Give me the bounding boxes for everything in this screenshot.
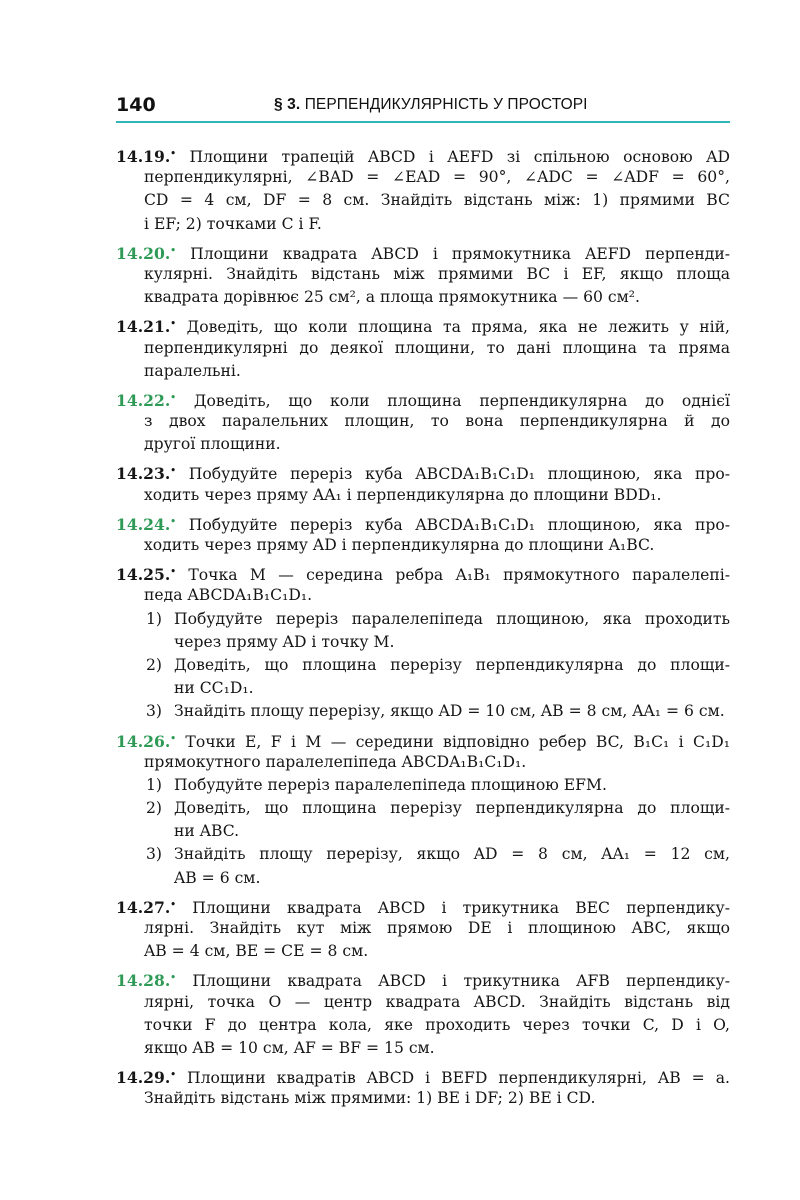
problem-text-line	[116, 433, 730, 456]
problem-text: Побудуйте переріз куба ABCDA₁B₁C₁D₁ площиною, яка про-	[188, 515, 730, 534]
section-title-text: ПЕРПЕНДИКУЛЯРНІСТЬ У ПРОСТОРІ	[304, 96, 588, 113]
problem-text: Доведіть, що коли площина та пряма, яка не лежить у ній,	[186, 318, 730, 337]
problem-text-line	[116, 917, 730, 940]
problem-text: Доведіть, що коли площина перпендикулярна до однієї	[193, 391, 730, 410]
problem-number: 14.29.•	[116, 1068, 177, 1088]
problem-text: прямокутного паралелепіпеда ABCDA₁B₁C₁D₁.	[144, 752, 527, 771]
sub-question-text: Доведіть, що площина перерізу перпендикулярна до площи-	[174, 655, 730, 674]
difficulty-mark: •	[170, 516, 177, 527]
problem-number: 14.23.•	[116, 464, 177, 484]
problem-text: педа ABCDA₁B₁C₁D₁.	[144, 586, 313, 605]
problem-14-24	[116, 511, 730, 557]
difficulty-mark: •	[170, 899, 177, 910]
problem-text: Площини квадрата ABCD і трикутника AFB перпендику-	[192, 972, 730, 991]
problem-text-line	[116, 286, 730, 309]
problem-14-29	[116, 1064, 730, 1110]
problem-text-line	[116, 751, 730, 774]
problem-text: Побудуйте переріз куба ABCDA₁B₁C₁D₁ площиною, яка про-	[188, 465, 730, 484]
problem-text-line	[116, 313, 730, 336]
difficulty-mark: •	[170, 392, 177, 403]
sub-question-text: через пряму AD і точку M.	[174, 632, 395, 651]
problem-number: 14.26.•	[116, 731, 177, 751]
sub-question	[146, 700, 730, 723]
sub-question	[146, 843, 730, 889]
difficulty-mark: •	[170, 319, 177, 330]
problem-text: і EF; 2) точками C і F.	[144, 214, 322, 233]
problem-text: AB = 4 см, BE = CE = 8 см.	[144, 942, 369, 961]
difficulty-mark: •	[170, 466, 177, 477]
problem-text-line	[116, 460, 730, 483]
sub-question-label: 3)	[146, 845, 163, 864]
sub-question-line	[146, 631, 730, 654]
page-header	[116, 92, 730, 122]
problem-text: Площини квадрата ABCD і трикутника BEC перпендику-	[192, 898, 730, 917]
problem-14-19	[116, 143, 730, 236]
problem-text-line	[116, 1037, 730, 1060]
problem-14-26	[116, 728, 730, 890]
sub-question-text: ни ABC.	[174, 822, 240, 841]
problem-text-line	[116, 410, 730, 433]
problem-text-line	[116, 143, 730, 166]
problem-text-line	[116, 213, 730, 236]
problem-text: перпендикулярні до деякої площини, то дані площина та пряма	[144, 338, 730, 357]
sub-question-text: Побудуйте переріз паралелепіпеда площиною EFM.	[174, 775, 607, 794]
problem-14-23	[116, 460, 730, 506]
problem-text: CD = 4 см, DF = 8 см. Знайдіть відстань між: 1) прямими BC	[144, 191, 730, 210]
problem-number: 14.21.•	[116, 317, 177, 337]
problem-text-line	[116, 561, 730, 584]
sub-question-text: Знайдіть площу перерізу, якщо AD = 10 см, AB = 8 см, AA₁ = 6 см.	[174, 702, 725, 721]
sub-question-label: 3)	[146, 702, 163, 721]
sub-question-text: AB = 6 см.	[174, 868, 261, 887]
sub-question-line	[146, 774, 730, 797]
problem-text-line	[116, 1014, 730, 1037]
problem-text-line	[116, 337, 730, 360]
sub-question-line	[146, 843, 730, 866]
difficulty-mark: •	[170, 733, 177, 744]
sub-question	[146, 608, 730, 654]
problem-text-line	[116, 387, 730, 410]
problem-text-line	[116, 967, 730, 990]
sub-question-line	[146, 677, 730, 700]
sub-question	[146, 774, 730, 797]
problem-number: 14.25.•	[116, 565, 177, 585]
problem-14-28	[116, 967, 730, 1060]
problem-number: 14.27.•	[116, 897, 177, 917]
problem-text: з двох паралельних площин, то вона перпендикулярна й до	[144, 412, 730, 431]
problem-text: ходить через пряму AA₁ і перпендикулярна до площини BDD₁.	[144, 485, 662, 504]
sub-question-label: 1)	[146, 609, 163, 628]
problem-text: другої площини.	[144, 435, 281, 454]
problem-number: 14.28.•	[116, 971, 177, 991]
problem-text: Площини трапецій ABCD і AEFD зі спільною основою AD	[189, 148, 730, 166]
problem-text: Знайдіть відстань між прямими: 1) BE і DF; 2) BE і CD.	[144, 1089, 596, 1108]
sub-question-text: ни CC₁D₁.	[174, 679, 254, 698]
problem-number: 14.22.•	[116, 390, 177, 410]
difficulty-mark: •	[170, 973, 177, 984]
problem-text: квадрата дорівнює 25 см², а площа прямокутника — 60 см².	[144, 288, 640, 307]
difficulty-mark: •	[170, 245, 177, 256]
sub-question-line	[146, 797, 730, 820]
problem-number: 14.20.•	[116, 243, 177, 263]
problem-text-line	[116, 1064, 730, 1087]
problem-text: Точки E, F і M — середини відповідно ребер BC, B₁C₁ і C₁D₁	[185, 732, 730, 751]
problem-text-line	[116, 991, 730, 1014]
problem-text-line	[116, 534, 730, 557]
problem-14-20	[116, 240, 730, 310]
problem-text: лярні, точка O — центр квадрата ABCD. Знайдіть відстань від	[144, 992, 730, 1011]
problem-text-line	[116, 189, 730, 212]
sub-question-line	[146, 608, 730, 631]
problem-text-line	[116, 940, 730, 963]
page-number: 140	[116, 94, 156, 116]
problem-14-25	[116, 561, 730, 723]
problem-text: точки F до центра кола, яке проходить через точки C, D і O,	[144, 1015, 730, 1034]
difficulty-mark: •	[170, 567, 177, 578]
sub-question-line	[146, 820, 730, 843]
sub-question-label: 1)	[146, 775, 163, 794]
problem-text: паралельні.	[144, 361, 241, 380]
difficulty-mark: •	[170, 1070, 177, 1081]
problem-number: 14.24.•	[116, 514, 177, 534]
problem-text: Точка M — середина ребра A₁B₁ прямокутного паралелепі-	[188, 566, 730, 585]
sub-question-line	[146, 654, 730, 677]
section-mark: § 3.	[274, 96, 301, 113]
problem-text-line	[116, 584, 730, 607]
problem-text-line	[116, 511, 730, 534]
problem-text: лярні. Знайдіть кут між прямою DE і площиною ABC, якщо	[144, 919, 730, 937]
problem-text-line	[116, 894, 730, 917]
sub-question-text: Знайдіть площу перерізу, якщо AD = 8 см, AA₁ = 12 см,	[174, 845, 730, 864]
problem-number: 14.19.•	[116, 147, 177, 166]
problem-text-line	[116, 166, 730, 189]
problem-list	[116, 143, 730, 1115]
problem-text-line	[116, 484, 730, 507]
problem-14-27	[116, 894, 730, 964]
problem-14-22	[116, 387, 730, 457]
problem-text-line	[116, 240, 730, 263]
sub-question-text: Доведіть, що площина перерізу перпендикулярна до площи-	[174, 799, 730, 818]
problem-text-line	[116, 728, 730, 751]
difficulty-mark: •	[170, 149, 177, 159]
sub-question-line	[146, 867, 730, 890]
problem-14-21	[116, 313, 730, 383]
problem-text: Площини квадратів ABCD і BEFD перпендикулярні, AB = a.	[187, 1069, 730, 1088]
problem-text: перпендикулярні, ∠BAD = ∠EAD = 90°, ∠ADC = ∠ADF = 60°,	[144, 168, 730, 187]
problem-text-line	[116, 263, 730, 286]
problem-text: кулярні. Знайдіть відстань між прямими BC і EF, якщо площа	[144, 264, 730, 283]
sub-question-label: 2)	[146, 799, 163, 818]
sub-question-label: 2)	[146, 655, 163, 674]
problem-text: ходить через пряму AD і перпендикулярна до площини A₁BC.	[144, 536, 655, 554]
problem-text-line	[116, 360, 730, 383]
problem-text: якщо AB = 10 см, AF = BF = 15 см.	[144, 1038, 435, 1057]
problem-text-line	[116, 1087, 730, 1110]
sub-question-line	[146, 700, 730, 723]
sub-question	[146, 797, 730, 843]
section-title	[274, 96, 588, 114]
header-divider	[116, 121, 730, 123]
sub-question-text: Побудуйте переріз паралелепіпеда площиною, яка проходить	[174, 609, 730, 628]
problem-text: Площини квадрата ABCD і прямокутника AEFD перпенди-	[190, 244, 730, 263]
sub-question	[146, 654, 730, 700]
